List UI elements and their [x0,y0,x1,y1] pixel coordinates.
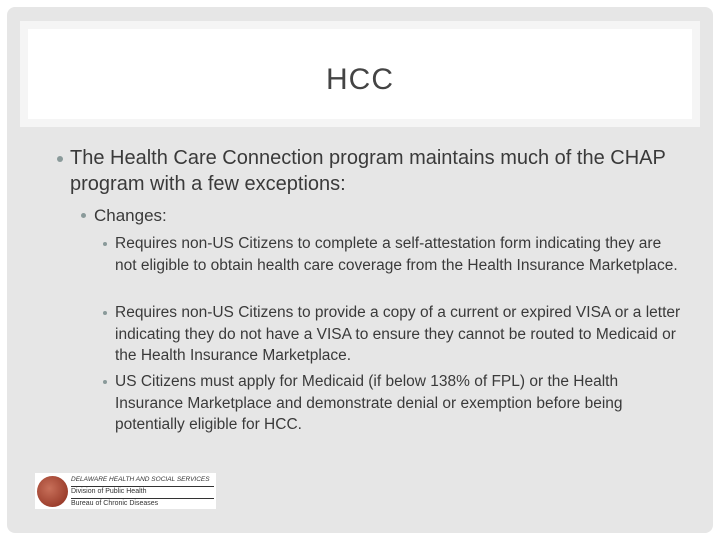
bullet-icon [103,380,107,384]
logo-divider [71,486,214,487]
list-item: Requires non-US Citizens to provide a copy of a current or expired VISA or a letter indicating they do not have a VISA to ensure they cannot be routed to Medicaid or the Health Insurance Marketplace. [115,304,681,364]
logo-line-1: DELAWARE HEALTH AND SOCIAL SERVICES [71,476,210,483]
logo-divider [71,498,214,499]
list-item: Requires non-US Citizens to complete a self-attestation form indicating they are not eligible to obtain health care coverage from the Health Insurance Marketplace. [115,235,678,274]
slide-title: HCC [326,63,394,96]
bullet-icon [81,213,86,218]
bullet-icon [57,156,63,162]
dhss-logo [35,473,216,509]
bullet-icon [103,242,107,246]
seal-icon [37,476,68,507]
title-box [20,21,700,127]
bullet-icon [103,311,107,315]
logo-line-2: Division of Public Health [71,488,147,495]
intro-text: The Health Care Connection program maintains much of the CHAP program with a few exceptions: [70,147,666,195]
sub-heading: Changes: [94,206,167,225]
list-item: US Citizens must apply for Medicaid (if below 138% of FPL) or the Health Insurance Marketplace and demonstrate denial or exemption before being potentially eligible for HCC. [115,373,623,433]
logo-line-3: Bureau of Chronic Diseases [71,500,159,507]
